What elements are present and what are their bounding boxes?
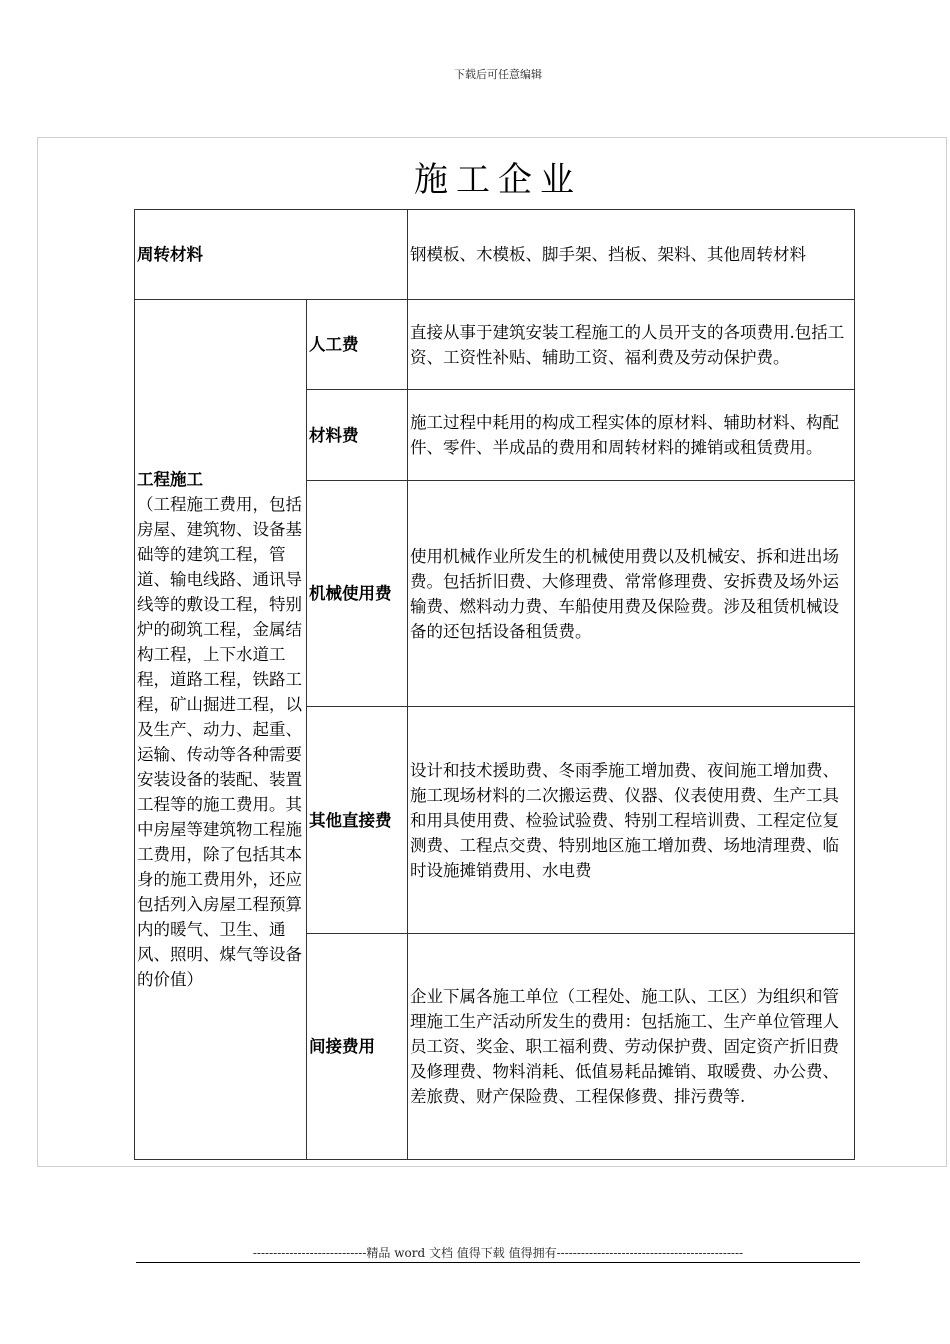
table-row: [135, 300, 855, 390]
item-desc-labor: 直接从事于建筑安装工程施工的人员开支的各项费用.包括工资、工资性补贴、辅助工资、福利费及劳动保护费。: [408, 300, 855, 390]
item-label-indirect: 间接费用: [307, 934, 408, 1160]
item-desc-other-direct: 设计和技术援助费、冬雨季施工增加费、夜间施工增加费、施工现场材料的二次搬运费、仪器、仪表使用费、生产工具和用具使用费、检验试验费、特别工程培训费、工程定位复测费、工程点交费、特别地区施工增加费、场地清理费、临时设施摊销费用、水电费: [408, 707, 855, 934]
construction-label: 工程施工: [137, 470, 203, 489]
item-label-labor: 人工费: [307, 300, 408, 390]
turnover-label: 周转材料: [135, 210, 408, 300]
table-row-turnover: [135, 210, 855, 300]
item-desc-indirect: 企业下属各施工单位（工程处、施工队、工区）为组织和管理施工生产活动所发生的费用：包括施工、生产单位管理人员工资、奖金、职工福利费、劳动保护费、固定资产折旧费及修理费、物料消耗、低值易耗品摊销、取暖费、办公费、差旅费、财产保险费、工程保修费、排污费等.: [408, 934, 855, 1160]
footer-note: ----------------------------精品 word 文档 值得下载 值得拥有----------------------------------------------: [252, 1246, 744, 1260]
header-note: 下载后可任意编辑: [454, 68, 542, 81]
construction-desc: （工程施工费用，包括房屋、建筑物、设备基础等的建筑工程，管道、输电线路、通讯导线等的敷设工程，特别炉的砌筑工程，金属结构工程，上下水道工程，道路工程，铁路工程，矿山掘进工程，以及生产、动力、起重、运输、传动等各种需要安装设备的装配、装置工程等的施工费用。其中房屋等建筑物工程施工费用，除了包括其本身的施工费用外，还应包括列入房屋工程预算内的暖气、卫生、通风、照明、煤气等设备的价值）: [137, 495, 302, 989]
construction-cell: [135, 300, 307, 1160]
item-desc-material: 施工过程中耗用的构成工程实体的原材料、辅助材料、构配件、零件、半成品的费用和周转材料的摊销或租赁费用。: [408, 390, 855, 481]
item-label-material: 材料费: [307, 390, 408, 481]
footer-divider: [136, 1262, 860, 1263]
cost-table: [134, 209, 855, 1160]
item-desc-machinery: 使用机械作业所发生的机械使用费以及机械安、拆和进出场费。包括折旧费、大修理费、常常修理费、安拆费及场外运输费、燃料动力费、车船使用费及保险费。涉及租赁机械设备的还包括设备租赁费。: [408, 481, 855, 707]
turnover-desc: 钢模板、木模板、脚手架、挡板、架料、其他周转材料: [408, 210, 855, 300]
item-label-other-direct: 其他直接费: [307, 707, 408, 934]
page-title: 施工企业: [414, 160, 582, 200]
item-label-machinery: 机械使用费: [307, 481, 408, 707]
